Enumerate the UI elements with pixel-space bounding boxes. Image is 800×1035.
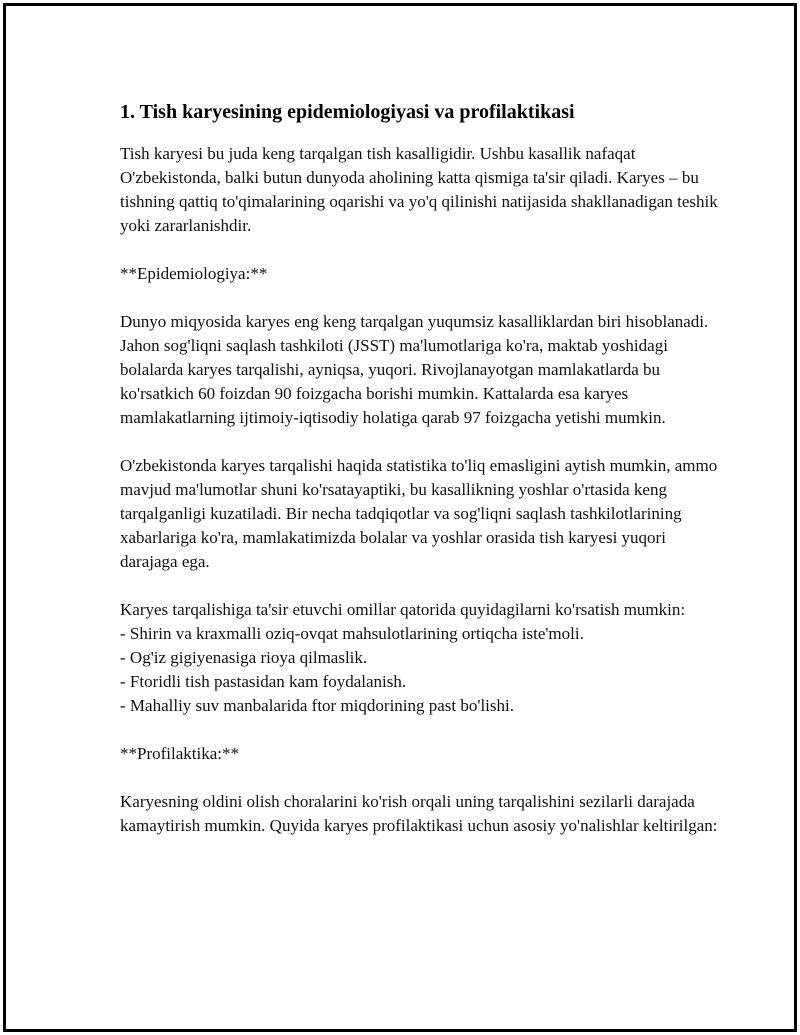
page-frame — [3, 3, 797, 1032]
intro-paragraph: Tish karyesi bu juda keng tarqalgan tish kasalligidir. Ushbu kasallik nafaqat O'zbekistonda, balki butun dunyoda aholining katta qismiga ta'sir qiladi. Karyes – bu tishning qattiq to'qimalarining oqarishi va yo'q qilinishi natijasida shakllanadigan teshik yoki zararlanishdir. — [120, 144, 718, 235]
factors-intro: Karyes tarqalishiga ta'sir etuvchi omillar qatorida quyidagilarni ko'rsatish mumkin: — [120, 600, 686, 619]
document-title: 1. Tish karyesining epidemiologiyasi va profilaktikasi — [120, 101, 575, 123]
list-item: - Ftoridli tish pastasidan kam foydalanish. — [120, 672, 407, 691]
prophylaxis-paragraph: Karyesning oldini olish choralarini ko'rish orqali uning tarqalishini sezilarli darajada kamaytirish mumkin. Quyida karyes profilaktikasi uchun asosiy yo'nalishlar keltirilgan: — [120, 792, 718, 835]
factors-list — [120, 622, 720, 718]
factors-section — [120, 598, 720, 718]
list-item: - Shirin va kraxmalli oziq-ovqat mahsulotlarining ortiqcha iste'moli. — [120, 624, 584, 643]
epidemiology-paragraph-1: Dunyo miqyosida karyes eng keng tarqalgan yuqumsiz kasalliklardan biri hisoblanadi. Jahon sog'liqni saqlash tashkiloti (JSST) ma'lumotlariga ko'ra, maktab yoshidagi bolalarda karyes tarqalishi, ayniqsa, yuqori. Rivojlanayotgan mamlakatlarda bu ko'rsatkich 60 foizdan 90 foizgacha borishi mumkin. Kattalarda esa karyes mamlakatlarning ijtimoiy-iqtisodiy holatiga qarab 97 foizgacha yetishi mumkin. — [120, 312, 709, 427]
list-item: - Og'iz gigiyenasiga rioya qilmaslik. — [120, 648, 368, 667]
epidemiology-paragraph-2: O'zbekistonda karyes tarqalishi haqida statistika to'liq emasligini aytish mumkin, ammo mavjud ma'lumotlar shuni ko'rsatayaptiki, bu kasallikning yoshlar o'rtasida keng tarqalganligi kuzatiladi. Bir necha tadqiqotlar va sog'liqni saqlash tashkilotlarining xabarlariga ko'ra, mamlakatimizda bolalar va yoshlar orasida tish karyesi yuqori darajaga ega. — [120, 456, 718, 571]
epidemiology-heading: **Epidemiologiya:** — [120, 264, 268, 283]
prophylaxis-heading: **Profilaktika:** — [120, 744, 239, 763]
document-body — [120, 98, 720, 862]
list-item: - Mahalliy suv manbalarida ftor miqdorining past bo'lishi. — [120, 696, 514, 715]
